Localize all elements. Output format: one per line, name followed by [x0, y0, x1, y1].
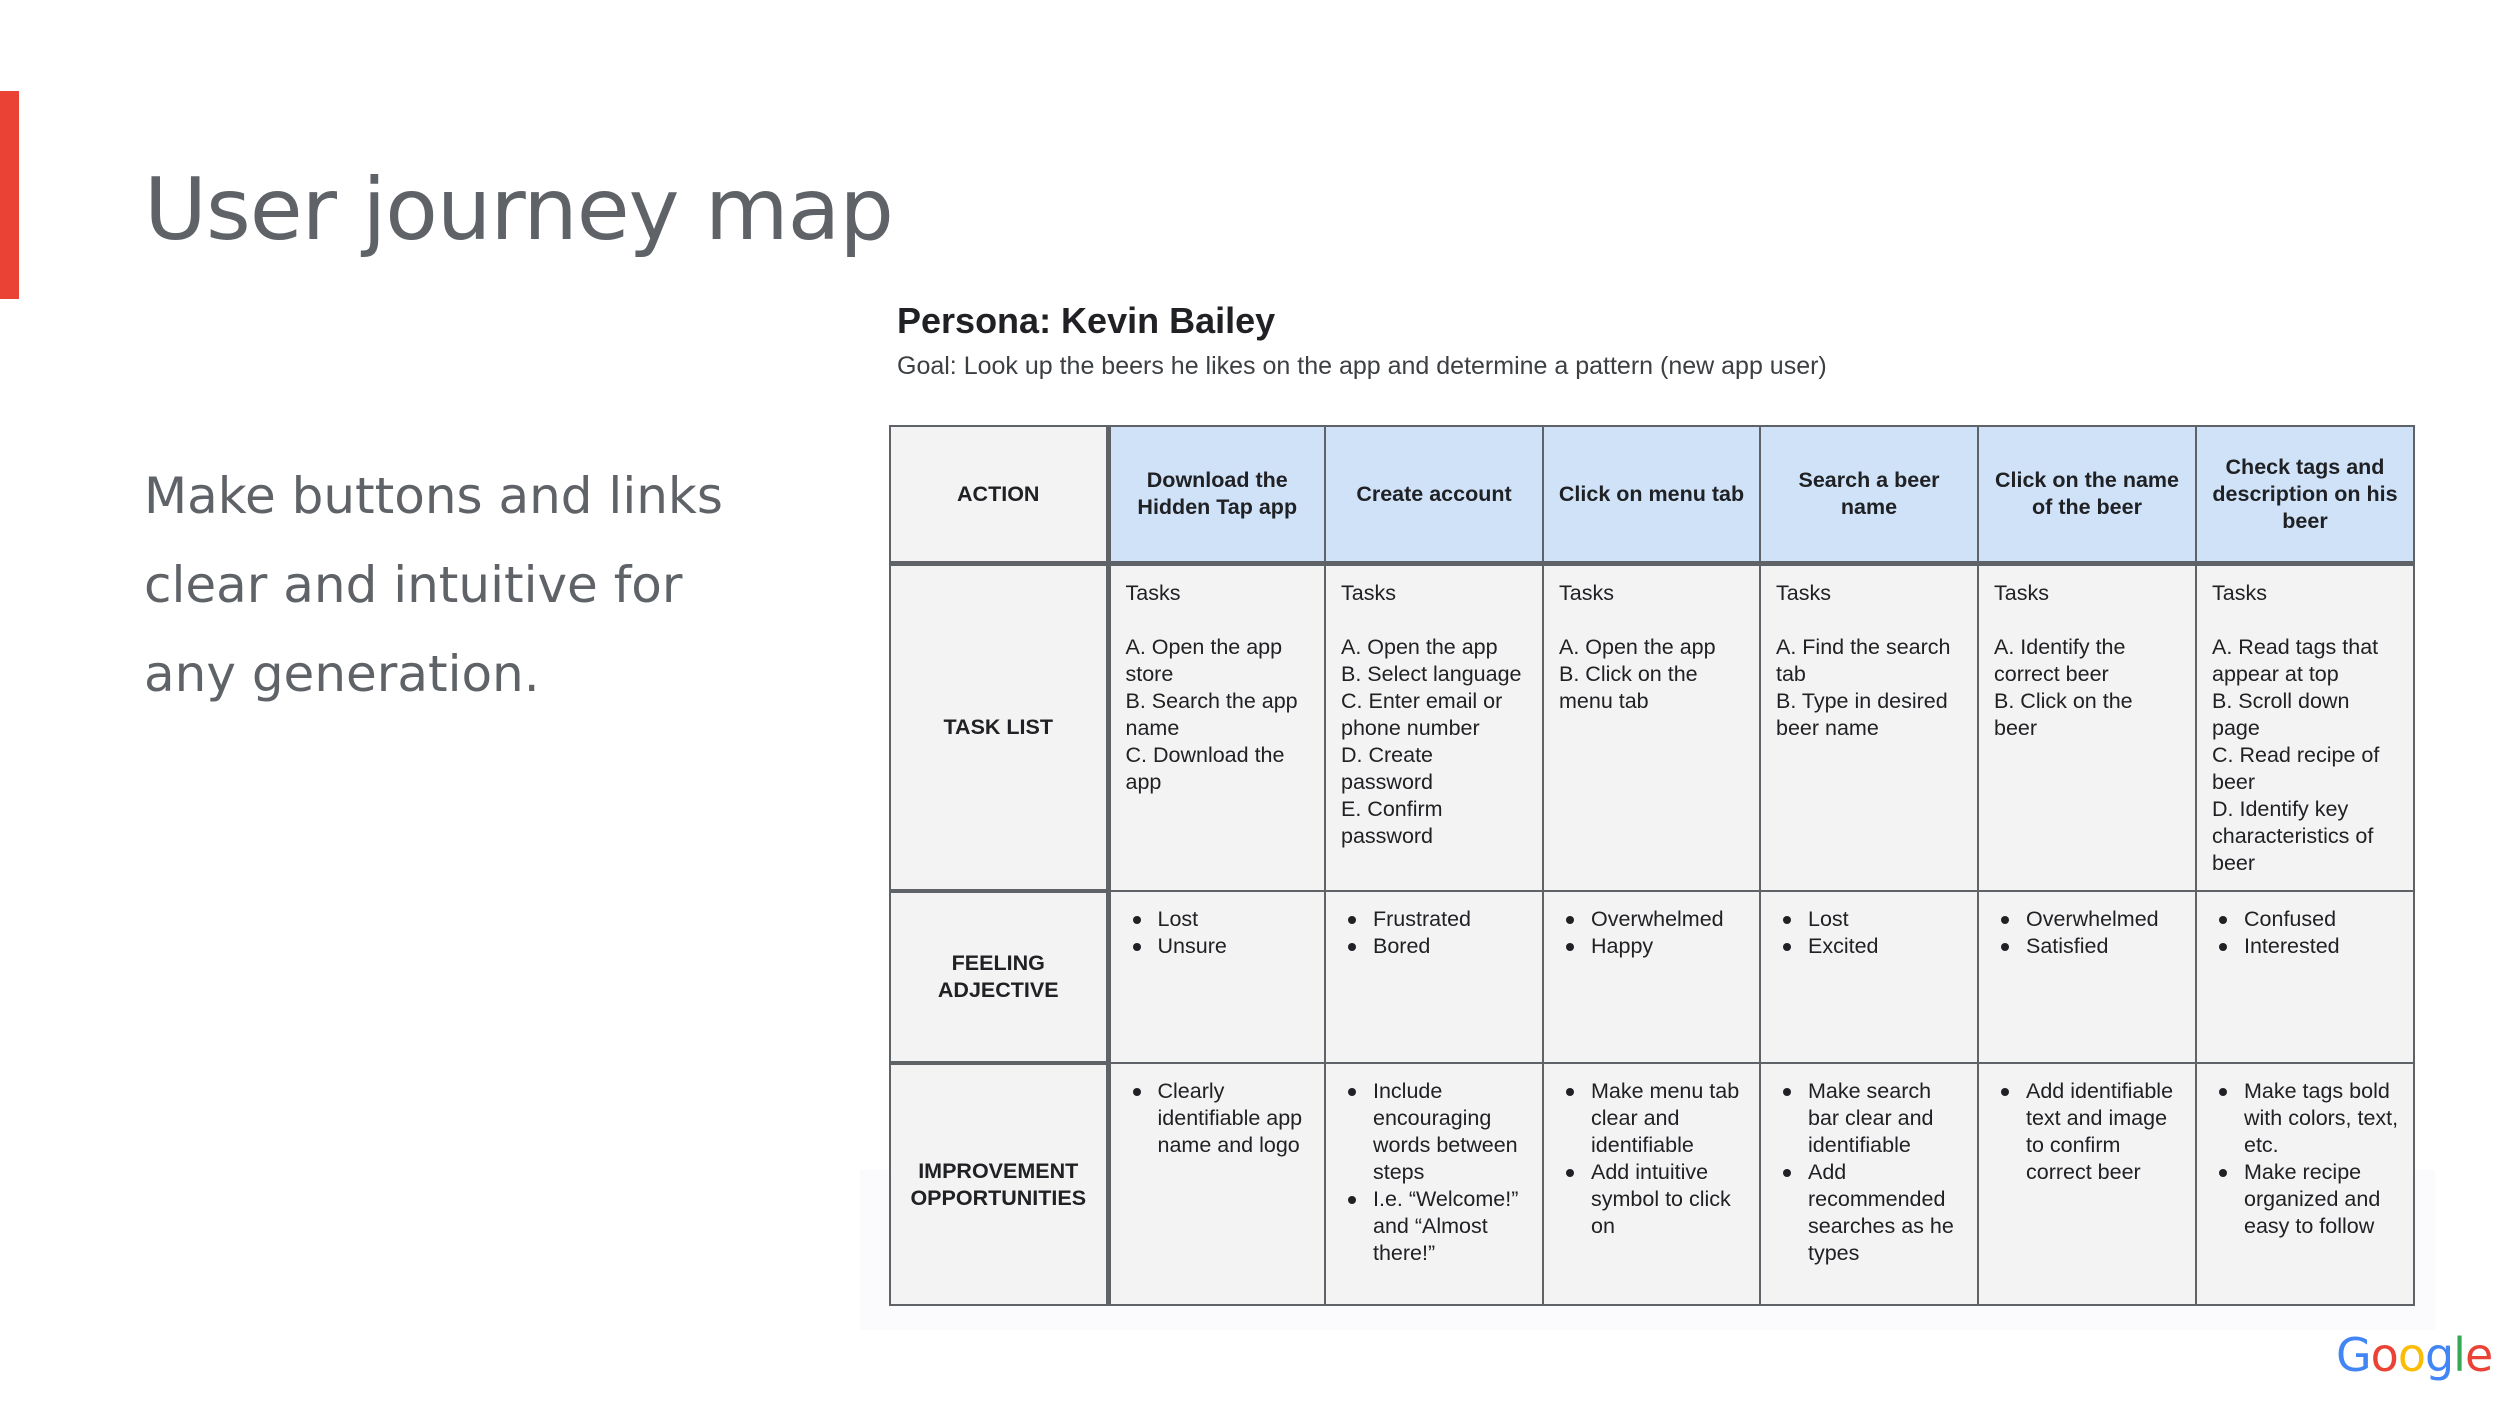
task-cell [2196, 564, 2414, 892]
improvement-item: Include encouraging words between steps [1341, 1078, 1528, 1186]
feeling-item: Excited [1776, 933, 1963, 960]
improvement-list [1994, 1078, 2181, 1186]
task-item: B. Search the app name [1125, 689, 1304, 740]
improvement-cell [1760, 1063, 1978, 1305]
action-cell: Check tags and description on his beer [2196, 426, 2414, 564]
feeling-list [2212, 906, 2399, 960]
logo-letter: o [2397, 1328, 2425, 1382]
row-label-action: ACTION [890, 426, 1108, 564]
improvement-item: I.e. “Welcome!” and “Almost there!” [1341, 1186, 1528, 1267]
task-item: C. Enter email or phone number [1341, 689, 1509, 740]
improvement-list [1341, 1078, 1528, 1267]
improvement-list [2212, 1078, 2399, 1240]
task-item: B. Select language [1341, 662, 1522, 686]
improvement-item: Add identifiable text and image to confirm correct beer [1994, 1078, 2181, 1186]
feeling-list [1559, 906, 1745, 960]
task-item: A. Open the app store [1125, 635, 1289, 686]
action-cell: Create account [1325, 426, 1543, 564]
feeling-cell [1108, 891, 1325, 1063]
improvement-list [1776, 1078, 1963, 1267]
tasks-heading: Tasks [1341, 581, 1396, 605]
action-cell: Search a beer name [1760, 426, 1978, 564]
task-item: A. Open the app [1559, 635, 1716, 659]
improvement-item: Clearly identifiable app name and logo [1126, 1078, 1311, 1159]
feeling-item: Lost [1776, 906, 1963, 933]
task-item: B. Type in desired beer name [1776, 689, 1954, 740]
feeling-cell [1760, 891, 1978, 1063]
feeling-item: Satisfied [1994, 933, 2181, 960]
feeling-cell [1543, 891, 1760, 1063]
feeling-item: Lost [1126, 906, 1311, 933]
improvement-item: Make menu tab clear and identifiable [1559, 1078, 1745, 1159]
task-item: A. Read tags that appear at top [2212, 635, 2385, 686]
tasks-heading: Tasks [1559, 581, 1614, 605]
improvement-list [1126, 1078, 1311, 1159]
task-item: A. Open the app [1341, 635, 1498, 659]
action-cell: Download the Hidden Tap app [1108, 426, 1325, 564]
improvement-row [890, 1063, 2414, 1305]
task-item: D. Identify key characteristics of beer [2212, 797, 2380, 875]
feeling-item: Bored [1341, 933, 1528, 960]
tasks-heading: Tasks [2212, 581, 2267, 605]
task-item: B. Click on the menu tab [1559, 662, 1704, 713]
feeling-cell [1978, 891, 2196, 1063]
logo-letter: l [2453, 1328, 2465, 1382]
improvement-item: Make recipe organized and easy to follow [2212, 1159, 2399, 1240]
task-cell [1543, 564, 1760, 892]
row-label-feeling: FEELING ADJECTIVE [890, 891, 1108, 1063]
logo-letter: g [2424, 1328, 2454, 1382]
task-item: B. Scroll down page [2212, 689, 2356, 740]
feeling-item: Interested [2212, 933, 2399, 960]
action-row [890, 426, 2414, 564]
improvement-item: Add intuitive symbol to click on [1559, 1159, 1745, 1240]
feeling-item: Unsure [1126, 933, 1311, 960]
improvement-cell [1978, 1063, 2196, 1305]
action-cell: Click on the name of the beer [1978, 426, 2196, 564]
task-item: A. Identify the correct beer [1994, 635, 2132, 686]
feeling-row [890, 891, 2414, 1063]
improvement-cell [1543, 1063, 1760, 1305]
slide-title: User journey map [144, 160, 893, 260]
google-logo [2336, 1328, 2492, 1382]
feeling-list [1776, 906, 1963, 960]
action-cell: Click on menu tab [1543, 426, 1760, 564]
improvement-item: Add recommended searches as he types [1776, 1159, 1963, 1267]
task-item: B. Click on the beer [1994, 689, 2139, 740]
tasks-heading: Tasks [1125, 581, 1181, 605]
feeling-list [1994, 906, 2181, 960]
logo-letter: e [2464, 1328, 2493, 1382]
task-list-row [890, 564, 2414, 892]
feeling-cell [2196, 891, 2414, 1063]
task-item: C. Read recipe of beer [2212, 743, 2386, 794]
feeling-item: Happy [1559, 933, 1745, 960]
persona-name: Persona: Kevin Bailey [897, 300, 1276, 341]
accent-bar [0, 91, 19, 299]
row-label-task-list: TASK LIST [890, 564, 1108, 892]
user-journey-table [889, 425, 2415, 1306]
improvement-list [1559, 1078, 1745, 1240]
tasks-heading: Tasks [1776, 581, 1831, 605]
task-item: D. Create password [1341, 743, 1439, 794]
feeling-item: Overwhelmed [1994, 906, 2181, 933]
task-cell [1760, 564, 1978, 892]
row-label-improvement: IMPROVEMENT OPPORTUNITIES [890, 1063, 1108, 1305]
feeling-item: Confused [2212, 906, 2399, 933]
improvement-cell [1108, 1063, 1325, 1305]
feeling-item: Frustrated [1341, 906, 1528, 933]
task-cell [1108, 564, 1325, 892]
task-cell [1978, 564, 2196, 892]
task-item: C. Download the app [1125, 743, 1291, 794]
logo-letter: G [2336, 1328, 2371, 1382]
persona-goal: Goal: Look up the beers he likes on the app and determine a pattern (new app user) [897, 352, 1827, 380]
task-cell [1325, 564, 1543, 892]
feeling-item: Overwhelmed [1559, 906, 1745, 933]
feeling-list [1341, 906, 1528, 960]
feeling-cell [1325, 891, 1543, 1063]
tasks-heading: Tasks [1994, 581, 2049, 605]
slide-body-text: Make buttons and links clear and intuitive for any generation. [144, 467, 723, 703]
improvement-cell [2196, 1063, 2414, 1305]
logo-letter: o [2370, 1328, 2398, 1382]
improvement-item: Make search bar clear and identifiable [1776, 1078, 1963, 1159]
improvement-cell [1325, 1063, 1543, 1305]
task-item: A. Find the search tab [1776, 635, 1957, 686]
improvement-item: Make tags bold with colors, text, etc. [2212, 1078, 2399, 1159]
feeling-list [1126, 906, 1311, 960]
task-item: E. Confirm password [1341, 797, 1449, 848]
